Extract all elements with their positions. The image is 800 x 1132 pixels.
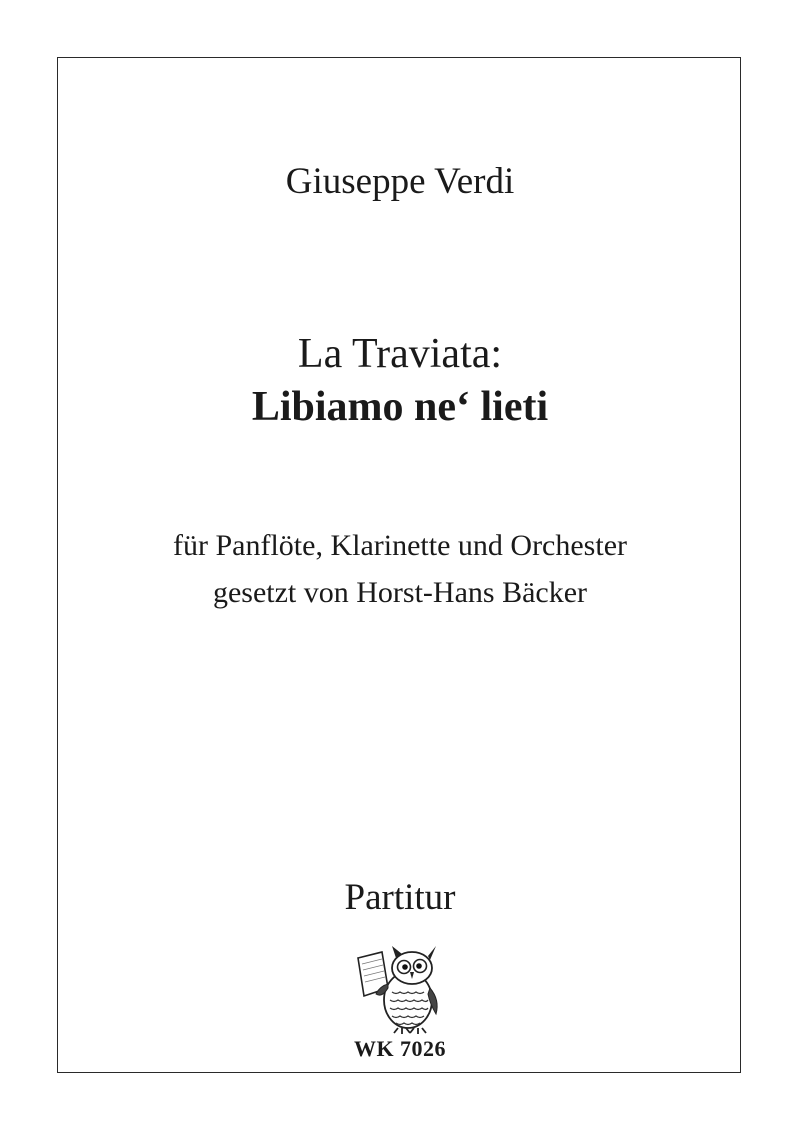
arranger-text: gesetzt von Horst-Hans Bäcker xyxy=(212,576,588,609)
composer-name: Giuseppe Verdi xyxy=(285,161,515,202)
aria-title: Libiamo ne‘ lieti xyxy=(251,384,549,430)
catalog-number: WK 7026 xyxy=(353,1036,447,1061)
opera-title: La Traviata: xyxy=(297,331,503,377)
page-border-frame xyxy=(57,57,741,1073)
owl-holding-sheet-music-icon xyxy=(352,944,444,1034)
instrumentation-text: für Panflöte, Klarinette und Orchester xyxy=(173,529,627,562)
score-type-label: Partitur xyxy=(344,877,456,918)
